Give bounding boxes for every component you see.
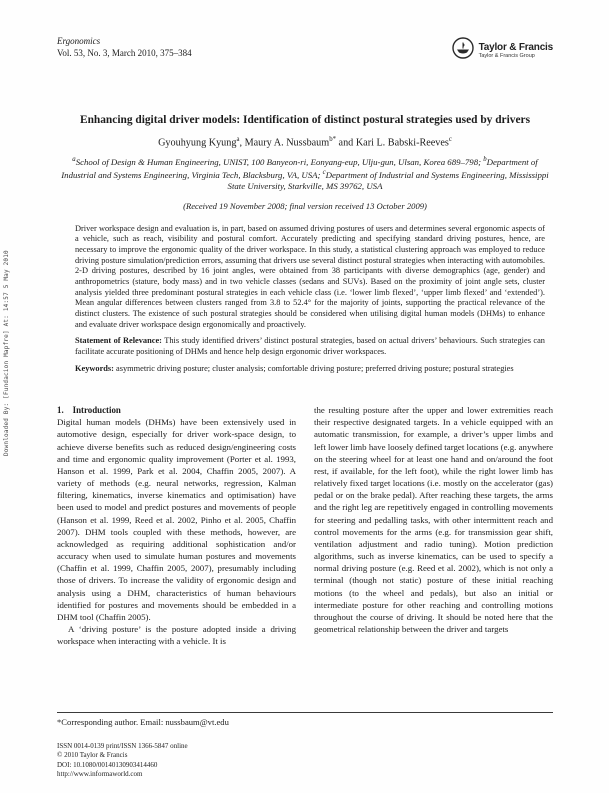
affiliation-a: School of Design & Human Engineering, UNIST, 100 Banyeon-ri, Eonyang-eup, Ulju-gun, Ulsan, Korea 689–798;: [75, 157, 484, 168]
intro-paragraph-1: Digital human models (DHMs) have been extensively used in automotive design, especially for driver work-space design, to achieve diverse benefits such as reduced design/engineering costs and time and ergonomic quality improvement (Porter et al. 1993, Hanson et al. 1999, Park et al. 2004, Chaffin 2005, 2007). A variety of methods (e.g. neural networks, regression, Kalman filtering, kinematics, inverse kinematics and optimisation) have been used to model and predict postures and movements of people (Hanson et al. 1999, Reed et al. 2002, Pinho et al. 2005, Chaffin 2007). DHM tools coupled with these methods, however, are acknowledged as requiring additional sophistication and/or accuracy when used to simulate human postures and movements (Chaffin et al. 1999, Chaffin 2005, 2007), presumably including those of drivers. To increase the validity of ergonomic design and analysis using a DHM, characteristics of human behaviours identified for postures and movements should be embedded in a DHM tool (Chaffin 2005).: [57, 417, 296, 622]
issn-line: ISSN 0014-0139 print/ISSN 1366-5847 online: [57, 742, 188, 750]
received-dates: (Received 19 November 2008; final version received 13 October 2009): [183, 200, 427, 211]
journal-info: [57, 36, 192, 59]
keywords: [75, 364, 545, 375]
abstract-block: [75, 224, 545, 375]
affiliation-mark-c: c: [322, 169, 326, 177]
publisher-wordmark: [479, 42, 553, 60]
corresponding-author-footnote: [57, 712, 553, 727]
publisher-logo: [452, 37, 553, 64]
publisher-group: Taylor & Francis Group: [478, 52, 535, 59]
affiliation-mark-b: b: [483, 156, 487, 164]
publisher-url: http://www.informaworld.com: [57, 770, 143, 779]
author-1-affmark: a: [236, 136, 240, 143]
taylor-francis-logo-icon: [452, 37, 474, 64]
footnote-text: *Corresponding author. Email: nussbaum@vt.edu: [57, 717, 229, 727]
keywords-text: asymmetric driving posture; cluster analysis; comfortable driving posture; preferred driving posture; postural strategies: [113, 363, 514, 373]
author-2-affmark: b*: [329, 136, 336, 143]
author-separator: and: [336, 137, 356, 149]
author-2: Maury A. Nussbaum: [244, 137, 330, 149]
author-1: Gyouhyung Kyung: [158, 137, 237, 149]
journal-name: Ergonomics: [57, 36, 101, 46]
journal-issue-line: Vol. 53, No. 3, March 2010, 375–384: [57, 47, 192, 58]
right-column: [314, 404, 553, 647]
publisher-name: Taylor & Francis: [478, 41, 553, 53]
affiliation-mark-a: a: [72, 156, 76, 164]
intro-paragraph-continued: the resulting posture after the upper and lower extremities reach their respective designated targets. In a vehicle equipped with an automatic transmission, for example, a driver’s upper limbs and left lower limb have loosely defined target locations (e.g. anywhere on the steering wheel for at least one hand and on/around the foot rest, if available, for the left foot), while the right lower limb has relatively fixed target locations (i.e. mostly on the accelerator (gas) pedal or on the brake pedal). After reaching these targets, the arms and the right leg are repetitively engaged in controlling movements for steering and pedalling tasks, with other intermittent reach and control movements for the arms (e.g. for transmission gear shift, ventilation adjustment and radio tuning). Motion prediction algorithms, such as inverse kinematics, can be used to specify a normal driving posture (e.g. Reed et al. 2002), which is not only a terminal (though not static) posture of these initial reaching motions (to the wheel and pedals), but also an initial or intermediate posture for other reaching and controlling motions throughout the course of driving. It should be noted here that the geometrical relationship between the driver and targets: [314, 405, 553, 634]
section-title: Introduction: [72, 405, 121, 416]
body-columns: [57, 404, 553, 647]
author-separator: ,: [239, 137, 245, 149]
section-heading-introduction: [57, 404, 296, 416]
left-column: [57, 404, 296, 647]
relevance-label: Statement of Relevance:: [75, 336, 162, 346]
download-watermark: Downloaded By: [Fundacion Mapfre] At: 14:57 5 May 2010: [3, 250, 10, 456]
affiliations: [57, 155, 553, 191]
page-header: [57, 36, 553, 64]
abstract-text: Driver workspace design and evaluation is, in part, based on assumed driving postures of users and determines several ergonomic aspects of a vehicle, such as reach, visibility and postural comfort. Accurately predicting and specifying standard driving postures, hence, are necessary to improve the ergonomic quality of the driver workspace. In this study, a statistical clustering approach was employed to reduce driving posture simulation/prediction errors, assuming that drivers use several distinct postural strategies when interacting with automobiles. 2-D driving postures, described by 16 joint angles, were obtained from 38 participants with diverse demographics (age, gender) and anthropometrics (stature, body mass) and in two vehicle classes (sedans and SUVs). Based on the proximity of joint angle sets, cluster analysis yielded three predominant postural strategies in each vehicle class (i.e. ‘lower limb flexed’, ‘upper limb flexed’ and ‘extended’). Mean angular differences between clusters ranged from 3.8 to 52.4° for the majority of joints, supporting the practical relevance of the distinct clusters. The existence of such postural strategies should be considered when utilising digital human models (DHMs) to enhance and evaluate driver workspace design ergonomically and proactively.: [75, 223, 545, 329]
affiliation-c: Department of Industrial and Systems Engineering, Mississippi State University, Starkville, MS 39762, USA: [227, 170, 549, 191]
statement-of-relevance: [75, 336, 545, 357]
paper-title: Enhancing digital driver models: Identification of distinct postural strategies used by drivers: [79, 114, 531, 126]
author-3-affmark: c: [448, 136, 452, 143]
section-number: 1.: [57, 405, 64, 416]
affiliation-b: Department of Industrial and Systems Engineering, Virginia Tech, Blacksburg, VA, USA;: [61, 157, 538, 181]
imprint-block: [57, 742, 188, 780]
author-3: Kari L. Babski-Reeves: [355, 137, 449, 149]
author-byline: [57, 136, 553, 148]
copyright-line: © 2010 Taylor & Francis: [57, 751, 128, 760]
doi-line: DOI: 10.1080/00140130903414460: [57, 760, 158, 769]
relevance-text: This study identified drivers’ distinct postural strategies, based on actual drivers’ behaviours. Such strategies can facilitate accurate positioning of DHMs and hence help design ergonomic driver workspaces.: [75, 336, 545, 356]
intro-paragraph-2: A ‘driving posture’ is the posture adopted inside a driving workspace when interacting with a vehicle. It is: [57, 623, 296, 647]
keywords-label: Keywords:: [75, 363, 114, 373]
